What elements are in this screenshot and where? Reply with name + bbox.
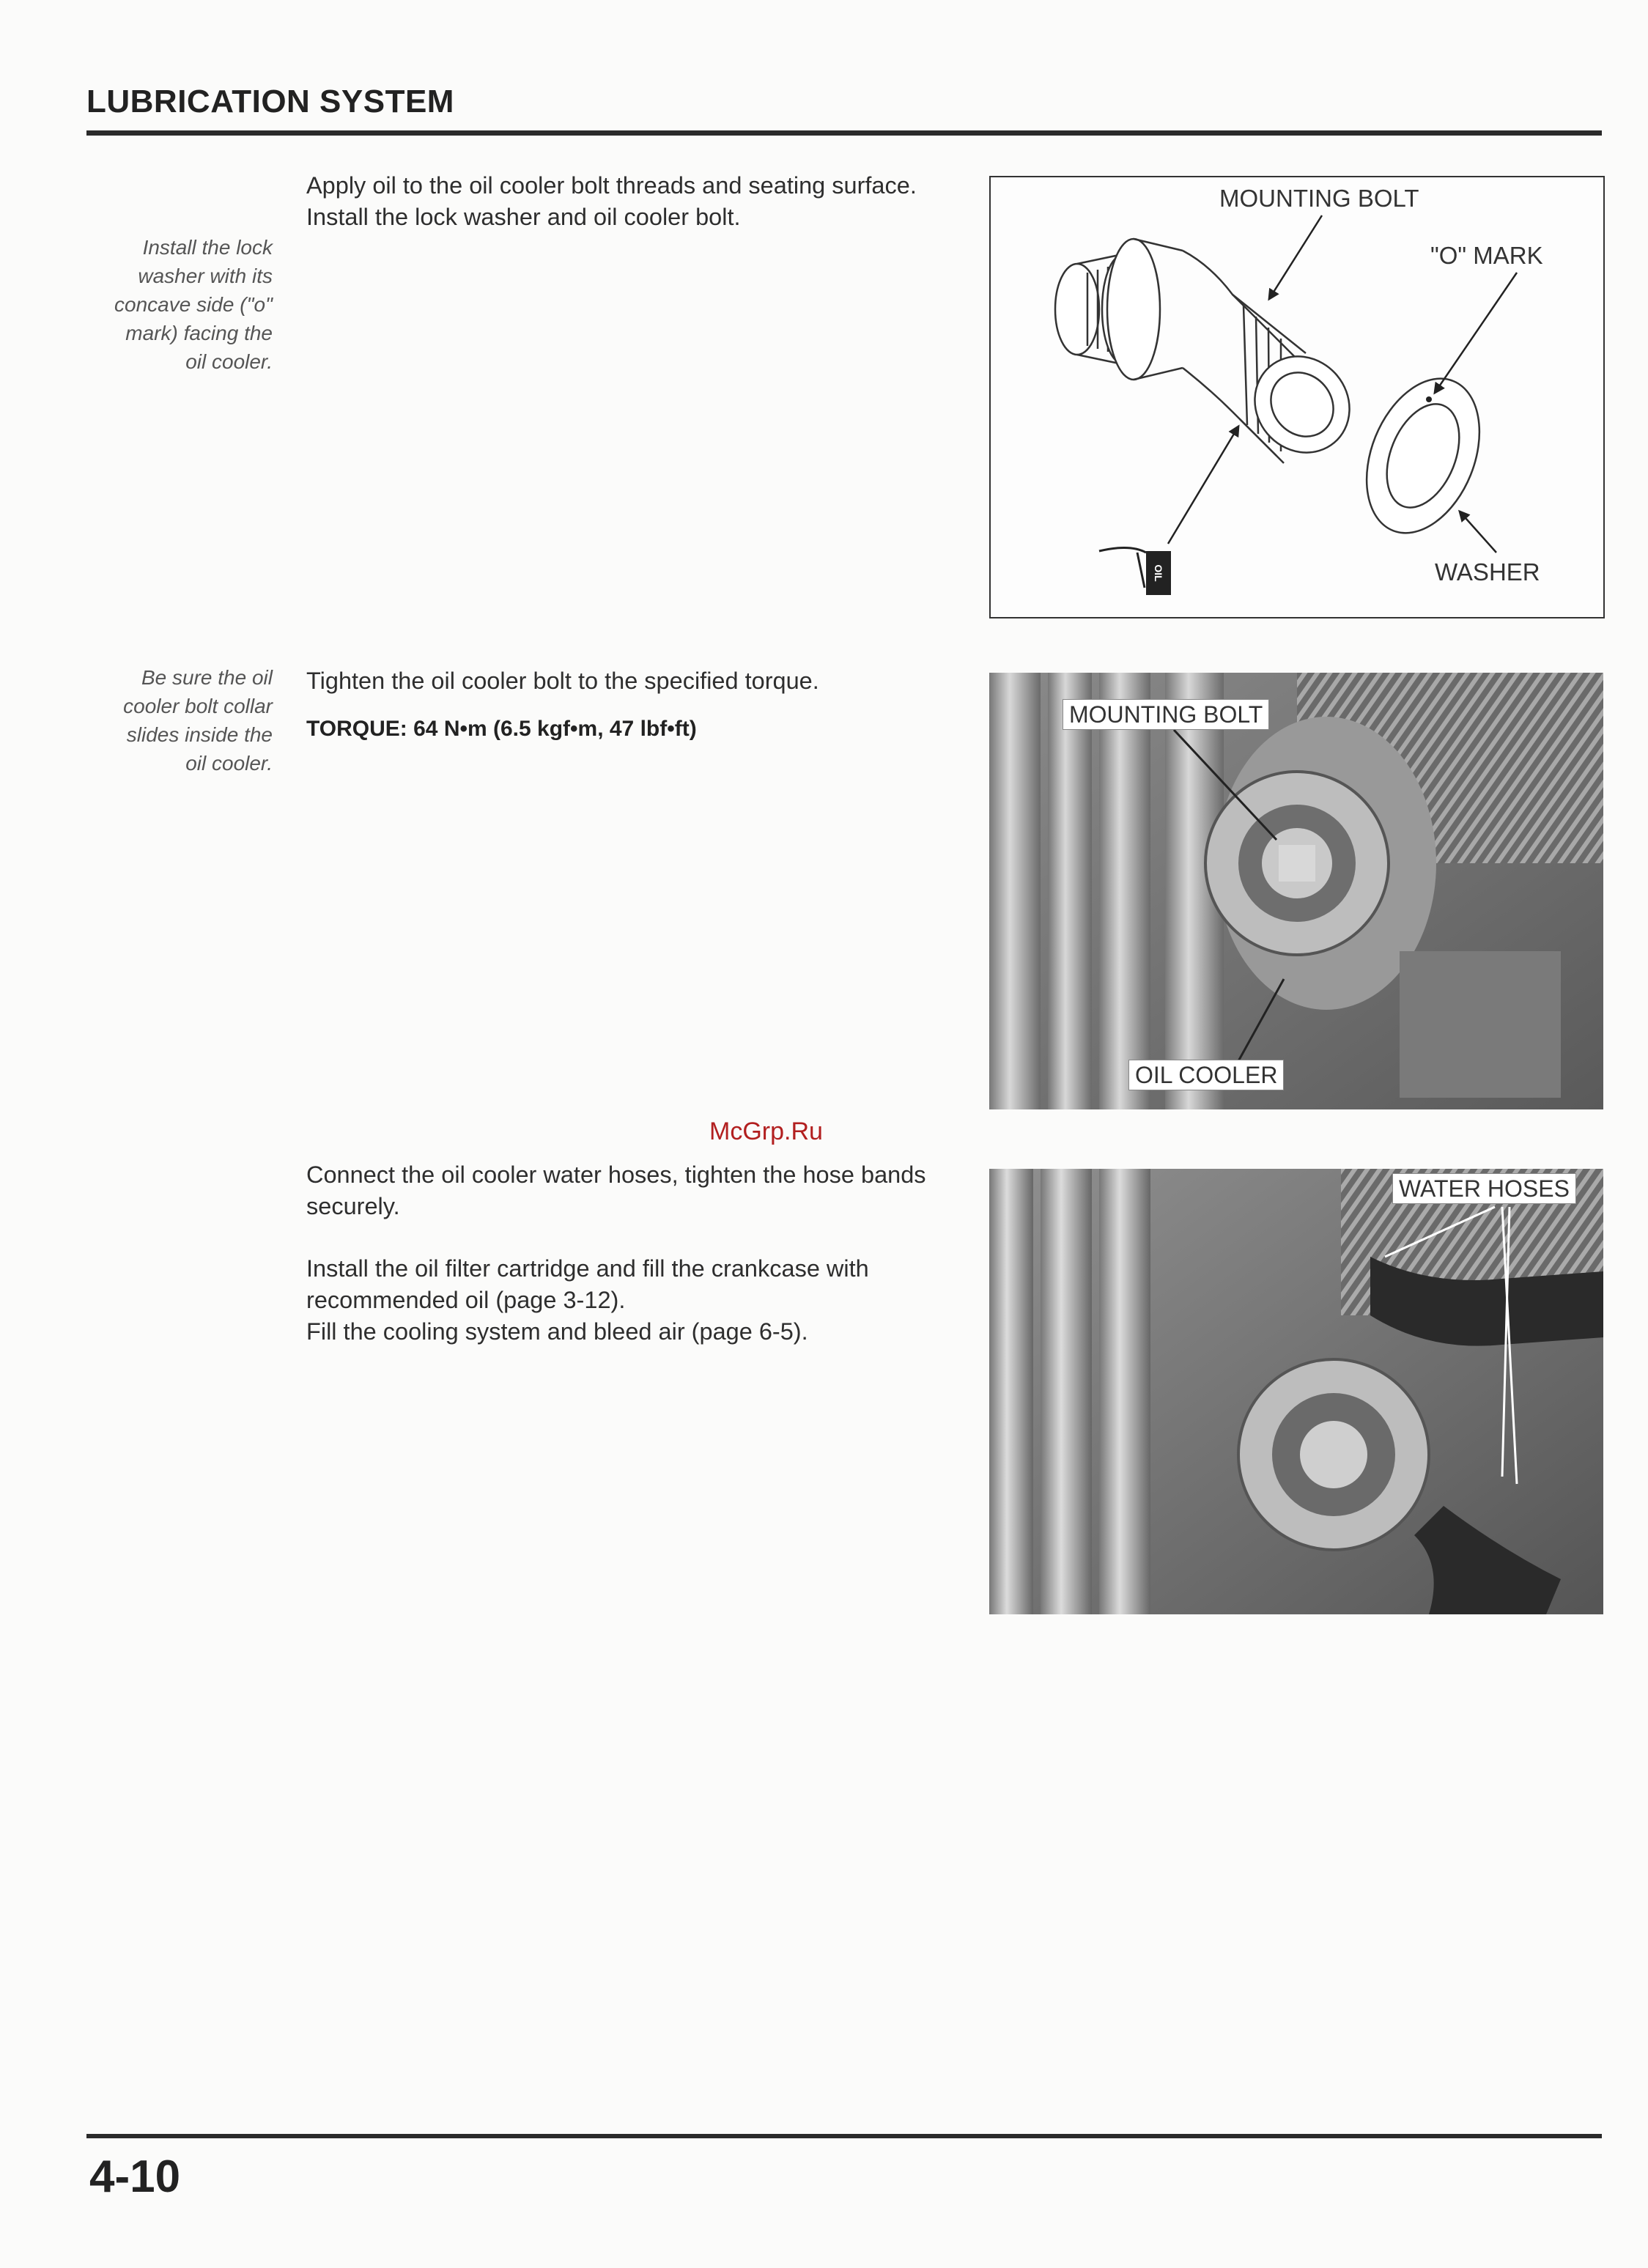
note-line: oil cooler. bbox=[185, 752, 273, 775]
section-title: LUBRICATION SYSTEM bbox=[86, 84, 454, 119]
water-hoses-photo bbox=[989, 1169, 1603, 1614]
bolt-washer-diagram bbox=[989, 176, 1605, 618]
side-note-lock-washer bbox=[75, 233, 273, 376]
mounting-bolt-photo bbox=[989, 673, 1603, 1109]
label-mounting-bolt: MOUNTING BOLT bbox=[1063, 699, 1269, 730]
side-note-bolt-collar bbox=[75, 663, 273, 777]
instruction-fill-cooling: Fill the cooling system and bleed air (page 6-5). bbox=[306, 1318, 808, 1345]
instruction-tighten-bolt: Tighten the oil cooler bolt to the specified torque. bbox=[306, 668, 819, 694]
note-line: washer with its bbox=[138, 265, 273, 287]
oil-can-icon bbox=[1099, 547, 1171, 595]
torque-spec: TORQUE: 64 N•m (6.5 kgf•m, 47 lbf•ft) bbox=[306, 717, 697, 741]
oil-icon-text: OIL bbox=[1153, 564, 1164, 582]
footer-rule bbox=[86, 2134, 1602, 2138]
note-line: slides inside the bbox=[126, 723, 273, 746]
instruction-apply-oil: Apply oil to the oil cooler bolt threads and seating surface. bbox=[306, 172, 917, 199]
note-line: oil cooler. bbox=[185, 350, 273, 373]
watermark: McGrp.Ru bbox=[709, 1118, 823, 1145]
note-line: cooler bolt collar bbox=[123, 695, 273, 717]
step-3-text bbox=[306, 1159, 973, 1348]
label-oil-cooler: OIL COOLER bbox=[1128, 1060, 1284, 1090]
instruction-install-washer: Install the lock washer and oil cooler bolt. bbox=[306, 204, 741, 230]
label-washer: WASHER bbox=[1435, 558, 1540, 586]
photo1-image bbox=[989, 673, 1603, 1109]
instruction-connect-hoses: Connect the oil cooler water hoses, tighten the hose bands securely. bbox=[306, 1161, 926, 1219]
step-2-text bbox=[306, 665, 966, 745]
header-rule bbox=[86, 130, 1602, 136]
label-o-mark: "O" MARK bbox=[1430, 242, 1543, 269]
note-line: concave side ("o" bbox=[114, 293, 273, 316]
instruction-fill-crankcase: Install the oil filter cartridge and fill the crankcase with recommended oil (page 3-12). bbox=[306, 1255, 869, 1313]
note-line: Be sure the oil bbox=[141, 666, 273, 689]
photo2-image bbox=[989, 1169, 1603, 1614]
label-mounting-bolt: MOUNTING BOLT bbox=[1219, 185, 1419, 212]
note-line: mark) facing the bbox=[125, 322, 273, 344]
page-number: 4-10 bbox=[89, 2151, 181, 2202]
label-water-hoses: WATER HOSES bbox=[1392, 1173, 1576, 1204]
note-line: Install the lock bbox=[142, 236, 273, 259]
step-1-text bbox=[306, 170, 936, 233]
